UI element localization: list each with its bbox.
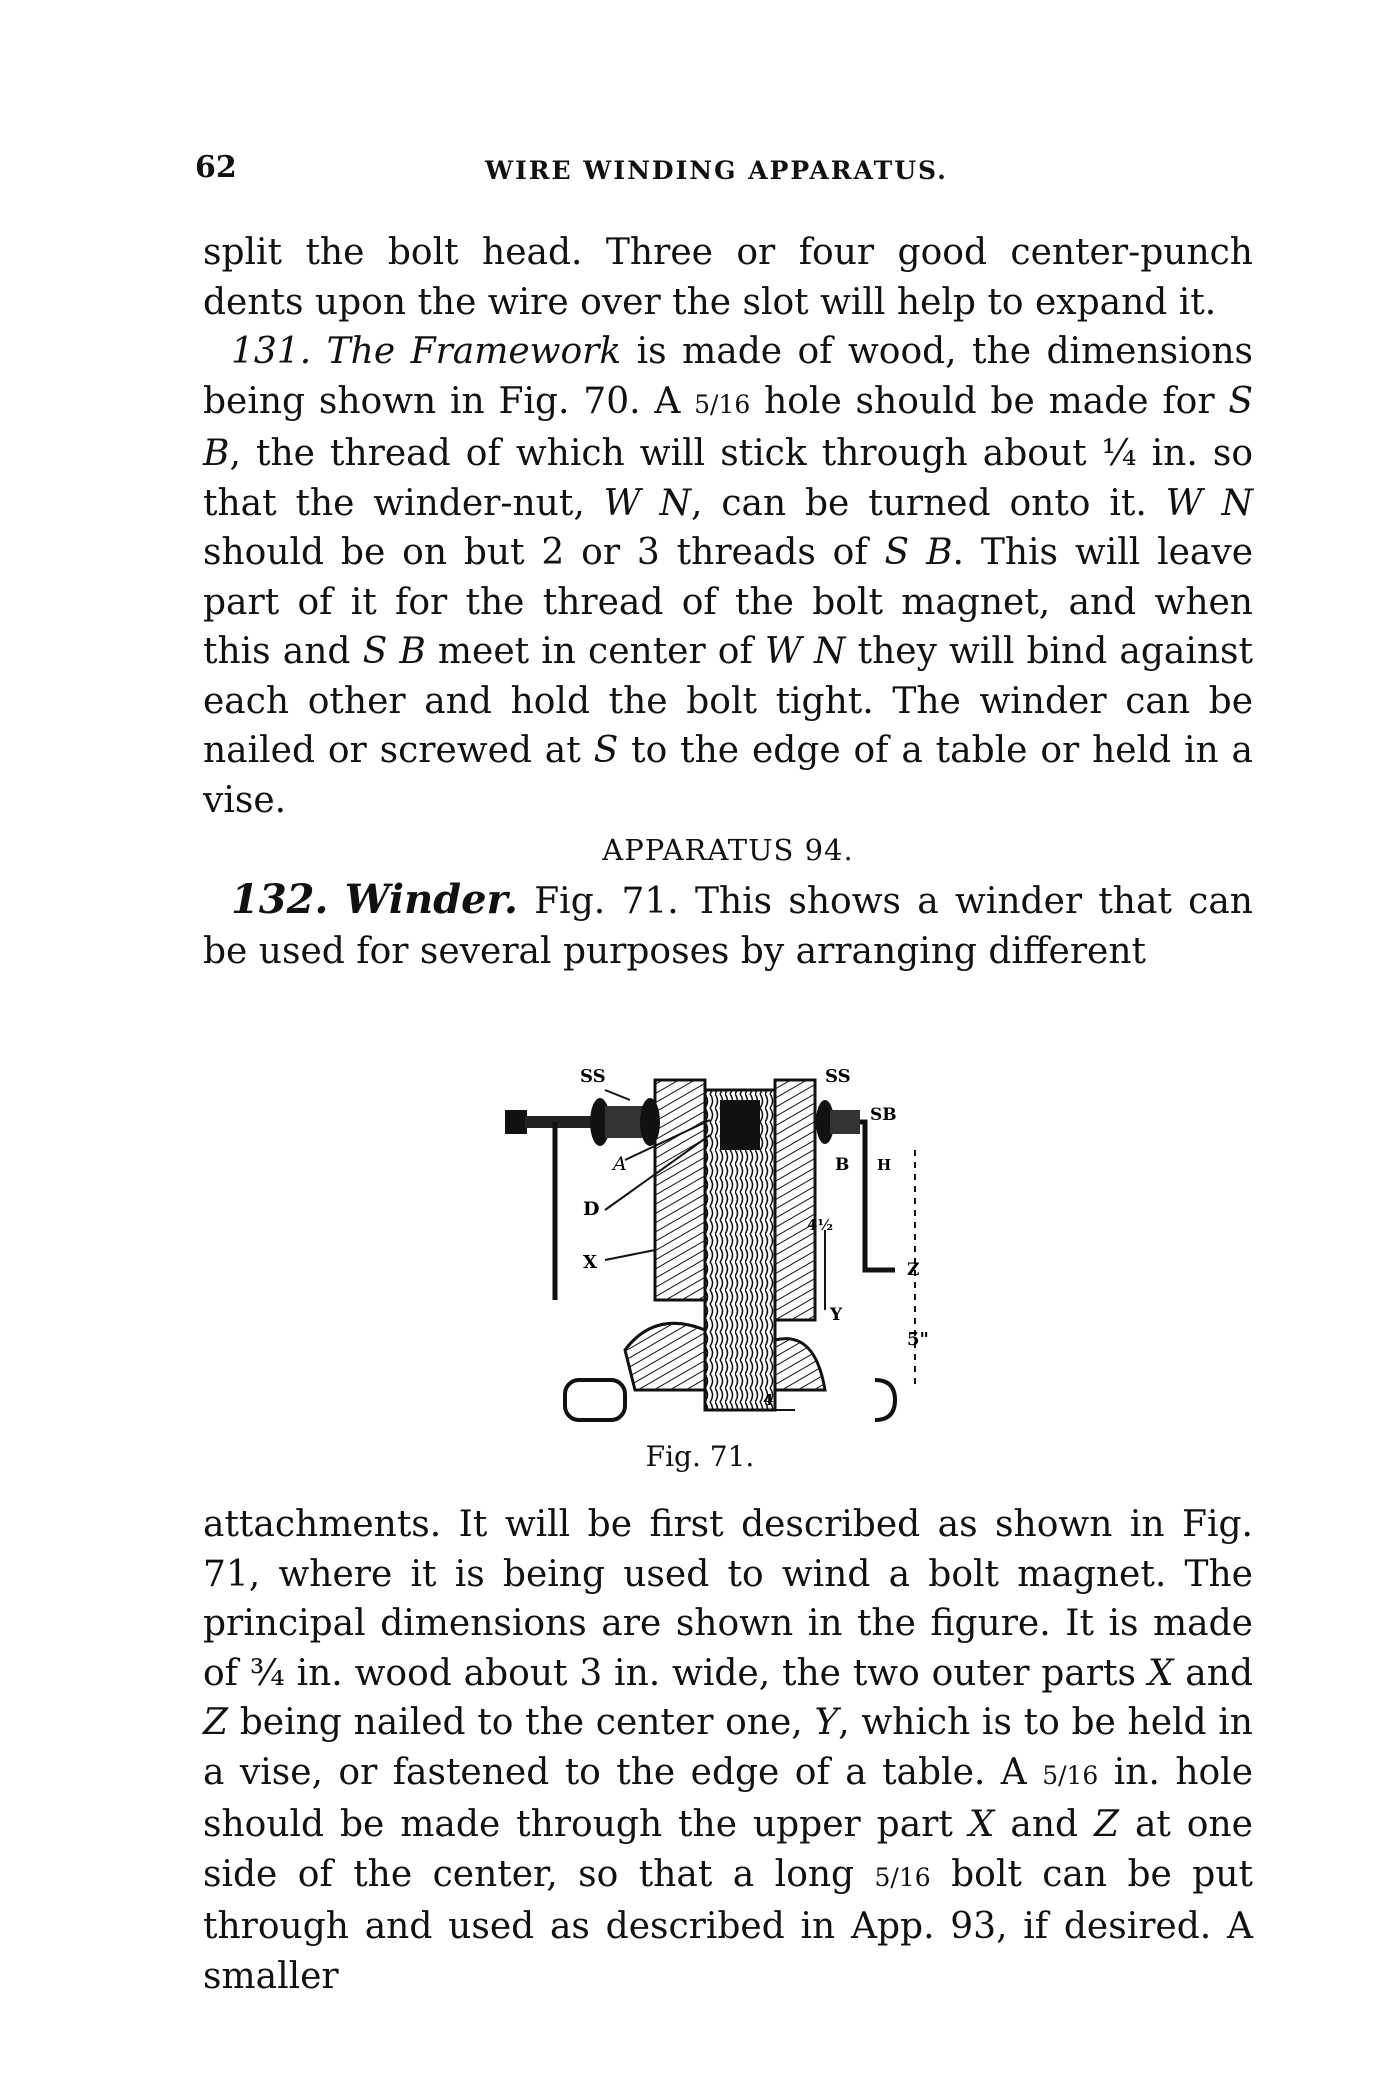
running-title: WIRE WINDING APPARATUS. (485, 156, 948, 185)
figure-caption: Fig. 71. (645, 1440, 755, 1473)
frame-x (655, 1080, 705, 1300)
figure-71-illustration (495, 1010, 955, 1450)
page-number: 62 (195, 150, 237, 185)
paragraph-131: 131. The Framework is made of wood, the dimensions being shown in Fig. 70. A 5/16 hole should be made for S B, the thread of which will stick through about ¼ in. so that the winder-nut, W N, can be turned onto it. W N should be on but 2 or 3 threads of S B. This will leave part of it for the thread of the bolt magnet, and when this and S B meet in center of W N they will bind against each other and hold the bolt tight. The winder can be nailed or screwed at S to the edge of a table or held in a vise. (203, 331, 1254, 821)
fraction: ¾ (249, 1652, 285, 1694)
label-z: Z (907, 1260, 920, 1280)
text-block-bottom (203, 1500, 1253, 2001)
paragraph-132: 132. Winder. Fig. 71. This shows a winder that can be used for several purposes by arranging different (203, 876, 1253, 972)
apparatus-heading: APPARATUS 94. (602, 833, 854, 867)
label-x: X (583, 1252, 597, 1273)
section-number: 132. (231, 876, 329, 923)
text-block-top (203, 228, 1253, 976)
label-a: A (613, 1153, 627, 1175)
label-dim-bottom: 4 (763, 1391, 774, 1409)
fraction: 5/16 (1042, 1760, 1099, 1790)
right-crank (816, 1100, 895, 1270)
fraction: ¼ (1101, 433, 1137, 474)
fraction: 5/16 (874, 1862, 931, 1892)
frame-z (775, 1080, 815, 1320)
label-ss-left: SS (580, 1066, 606, 1087)
section-title: Winder. (344, 876, 518, 923)
fraction: 5/16 (694, 389, 751, 419)
winder-drawing (495, 1010, 955, 1450)
section-number: 131. (231, 331, 312, 372)
paragraph-continuation: split the bolt head. Three or four good center-punch dents upon the wire over the slot will help to expand it. (203, 232, 1253, 323)
label-d: D (583, 1198, 600, 1220)
label-ss-right: SS (825, 1066, 851, 1087)
label-b: B (835, 1155, 850, 1175)
label-sb: SB (870, 1105, 897, 1125)
page-header (195, 150, 1255, 190)
label-dim-mid: 4½ (807, 1216, 834, 1234)
section-title: The Framework (326, 331, 622, 372)
label-y: Y (830, 1305, 843, 1325)
paragraph-continued: attachments. It will be first described as shown in Fig. 71, where it is being used to wind a bolt magnet. The principal dimensions are shown in the figure. It is made of ¾ in. wood about 3 in. wide, the two outer parts X and Z being nailed to the center one, Y, which is to be held in a vise, or fastened to the edge of a table. A 5/16 in. hole should be made through the upper part X and Z at one side of the center, so that a long 5/16 bolt can be put through and used as described in App. 93, if desired. A smaller (203, 1504, 1254, 1997)
label-five-inch: 5" (907, 1329, 929, 1350)
label-h: H (877, 1156, 892, 1174)
